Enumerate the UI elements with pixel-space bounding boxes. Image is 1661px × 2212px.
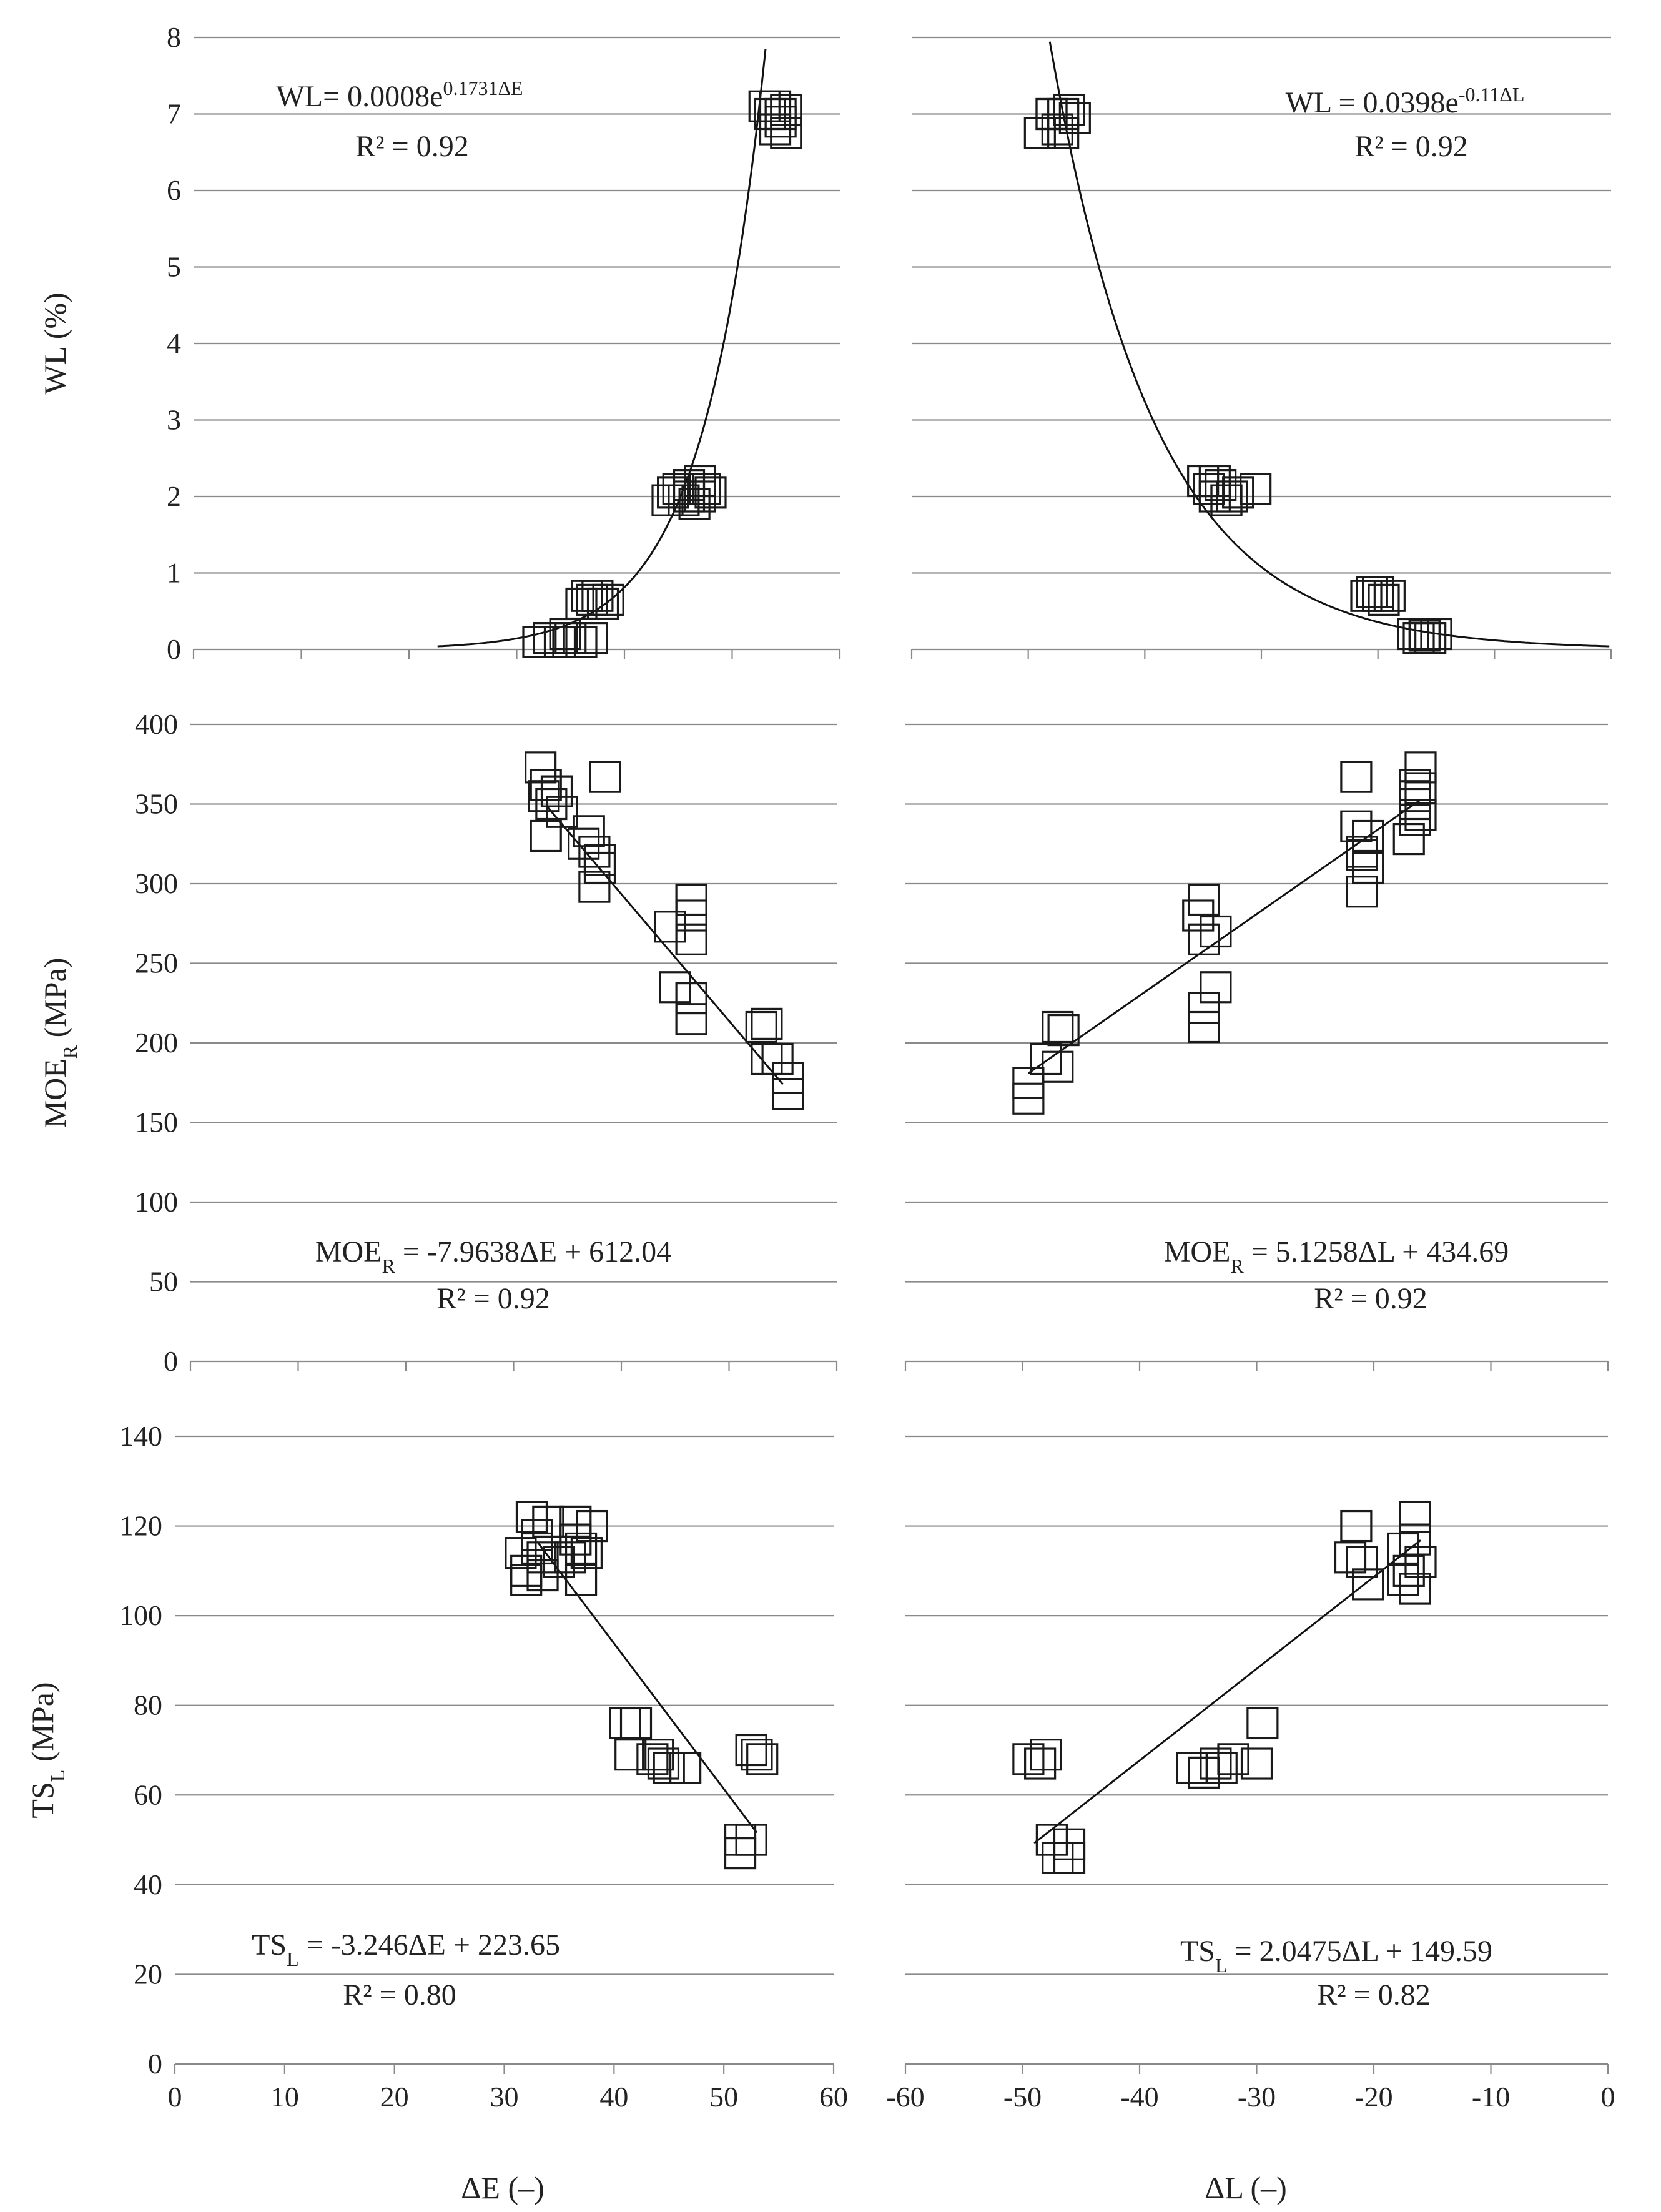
- data-point: [1406, 753, 1436, 783]
- y-tick-label: 140: [119, 1420, 162, 1452]
- data-point: [1388, 1565, 1418, 1595]
- data-point: [1400, 1524, 1430, 1554]
- y-tick-label: 20: [134, 1958, 162, 1990]
- y-tick-label: 60: [134, 1779, 162, 1811]
- x-tick-label: -60: [886, 2081, 925, 2113]
- trend-equation: $TS_L = 2.0475\Delta L + 149.59$: [1180, 1935, 1493, 1977]
- data-point: [1189, 993, 1219, 1023]
- data-point: [1347, 840, 1377, 870]
- trend-equation: $MOE_R = -7.9638\Delta E + 612.04$: [315, 1235, 672, 1277]
- data-point: [531, 821, 561, 851]
- data-point: [621, 1708, 651, 1738]
- r-squared-label: R² = 0.80: [343, 1978, 456, 2012]
- y-tick-label: 80: [134, 1689, 162, 1721]
- data-point: [1400, 1574, 1430, 1604]
- data-point: [676, 1004, 706, 1034]
- data-point: [1388, 1533, 1418, 1563]
- y-tick-label: 120: [119, 1509, 162, 1542]
- y-axis-title: WL (%): [37, 292, 72, 395]
- panel-wl-delta-l: [912, 37, 1611, 659]
- trendline: [537, 1541, 757, 1832]
- trend-equation: WL = $0.0398e^{-0.11\Delta L}$: [1285, 83, 1525, 119]
- panel-moe-delta-e: [37, 708, 837, 1377]
- data-point: [1394, 1556, 1424, 1586]
- data-point: [1043, 1052, 1073, 1082]
- x-tick-label: 20: [380, 2081, 409, 2113]
- panel-ts-delta-l: [886, 1436, 1615, 2113]
- x-tick-label: 0: [167, 2081, 182, 2113]
- data-point: [590, 762, 620, 792]
- r-squared-label: R² = 0.82: [1317, 1978, 1431, 2012]
- y-tick-label: 350: [135, 788, 178, 820]
- panel-wl-delta-e: [37, 21, 840, 665]
- trendline: [1034, 1540, 1421, 1843]
- data-point: [1400, 781, 1430, 811]
- r-squared-label: R² = 0.92: [1314, 1282, 1427, 1315]
- data-point: [676, 924, 706, 954]
- trendline: [438, 49, 766, 646]
- r-squared-label: R² = 0.92: [355, 130, 469, 163]
- data-point: [1347, 877, 1377, 907]
- y-tick-label: 3: [167, 403, 181, 436]
- data-point: [566, 1565, 596, 1595]
- data-point: [1248, 1708, 1278, 1738]
- panel-ts-delta-e: [25, 1420, 848, 2113]
- data-point: [726, 1825, 756, 1855]
- trend-equation: $TS_L = -3.246\Delta E + 223.65$: [252, 1928, 560, 1970]
- y-axis-title: $MOE_R$ (MPa): [37, 957, 81, 1128]
- y-tick-label: 0: [148, 2048, 162, 2080]
- data-point: [726, 1839, 756, 1869]
- y-tick-label: 200: [135, 1027, 178, 1059]
- y-axis-title: $TS_L$ (MPa): [25, 1682, 69, 1819]
- x-tick-label: -50: [1003, 2081, 1042, 2113]
- x-tick-label: -30: [1237, 2081, 1276, 2113]
- data-point: [1055, 1843, 1085, 1873]
- x-tick-label: 0: [1600, 2081, 1615, 2113]
- data-point: [1043, 1843, 1073, 1873]
- x-tick-label: -40: [1120, 2081, 1159, 2113]
- data-point: [1406, 1547, 1436, 1577]
- y-tick-label: 50: [149, 1265, 178, 1298]
- data-point: [1189, 1012, 1219, 1042]
- y-tick-label: 100: [119, 1599, 162, 1632]
- y-tick-label: 6: [167, 174, 181, 206]
- y-tick-label: 150: [135, 1106, 178, 1138]
- y-tick-label: 1: [167, 556, 181, 589]
- data-point: [1400, 770, 1430, 800]
- x-tick-label: -10: [1471, 2081, 1511, 2113]
- data-point: [1341, 762, 1371, 792]
- x-tick-label: 40: [599, 2081, 629, 2113]
- y-tick-label: 400: [135, 708, 178, 740]
- data-point: [660, 972, 690, 1002]
- x-axis-title-left: ΔE (–): [461, 2170, 545, 2205]
- data-point: [1409, 621, 1439, 651]
- data-point: [762, 1044, 792, 1074]
- data-point: [752, 1044, 782, 1074]
- data-point: [655, 912, 685, 942]
- data-point: [1201, 972, 1231, 1002]
- data-point: [1400, 1502, 1430, 1532]
- x-axis-title-right: ΔL (–): [1205, 2170, 1287, 2205]
- y-tick-label: 2: [167, 480, 181, 512]
- y-tick-label: 8: [167, 21, 181, 53]
- data-point: [1394, 824, 1424, 854]
- y-tick-label: 0: [164, 1345, 178, 1377]
- y-tick-label: 0: [167, 633, 181, 665]
- x-tick-label: 60: [819, 2081, 848, 2113]
- r-squared-label: R² = 0.92: [436, 1282, 550, 1315]
- y-tick-label: 100: [135, 1186, 178, 1218]
- y-tick-label: 40: [134, 1868, 162, 1900]
- trend-equation: $MOE_R = 5.1258\Delta L + 434.69$: [1163, 1235, 1509, 1277]
- data-point: [610, 1708, 640, 1738]
- x-tick-label: 30: [490, 2081, 519, 2113]
- x-tick-label: 10: [270, 2081, 299, 2113]
- y-tick-label: 300: [135, 867, 178, 899]
- trend-equation: $WL= 0.0008e^{0.1731\Delta E}$: [276, 77, 523, 113]
- y-tick-label: 4: [167, 327, 181, 359]
- panel-moe-delta-l: [905, 724, 1608, 1371]
- x-tick-label: 50: [709, 2081, 739, 2113]
- y-tick-label: 5: [167, 250, 181, 283]
- data-point: [1043, 1012, 1073, 1042]
- r-squared-label: R² = 0.92: [1354, 130, 1468, 163]
- y-tick-label: 250: [135, 947, 178, 979]
- x-tick-label: -20: [1354, 2081, 1393, 2113]
- data-point: [736, 1825, 766, 1855]
- y-tick-label: 7: [167, 97, 181, 130]
